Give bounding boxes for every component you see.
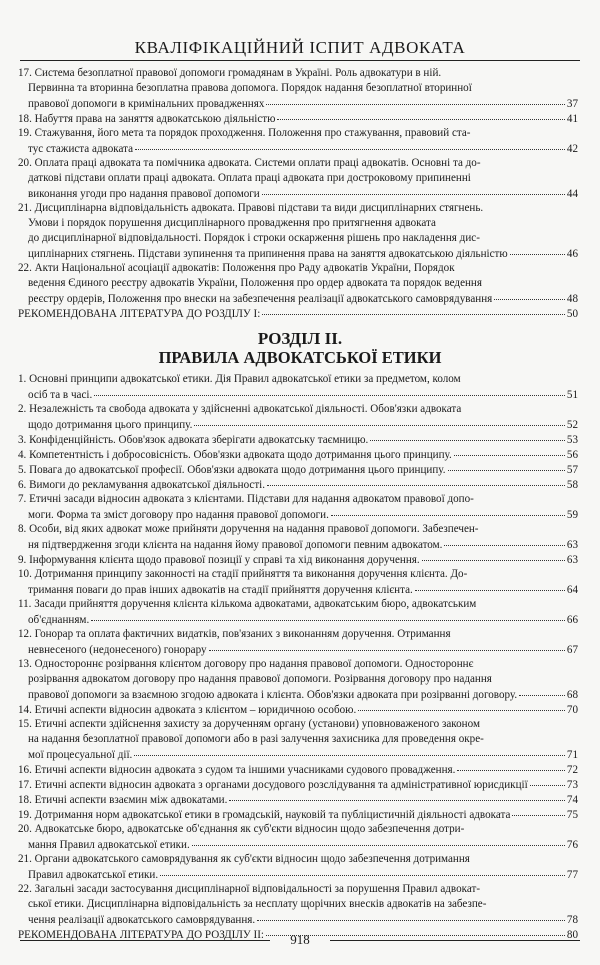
toc-entry-text: чення реалізації адвокатського самоврядування. [28,914,256,926]
toc-entry-text: 4. Компетентність і добросовісність. Обов'язки адвоката щодо дотримання цього принципу. [18,449,452,461]
toc-entry-last-line [18,687,578,702]
toc-entry-text: 18. Етичні аспекти взаємин між адвокатами. [18,794,228,806]
toc-entry [18,822,578,852]
toc-entry [18,762,578,777]
dot-leader [370,432,565,441]
toc-entry-text: РЕКОМЕНДОВАНА ЛІТЕРАТУРА ДО РОЗДІЛУ І: [18,308,261,320]
dot-leader [510,246,565,255]
toc-entry-line: на надання безоплатної правової допомоги або в разі залучення захисника для проведення окре- [28,733,484,745]
toc-entry-last-line [18,762,578,777]
toc-page-number: 52 [566,419,578,431]
toc-entry [18,201,578,261]
toc-entry-last-line [18,552,578,567]
toc-entry-line: 13. Одностороннє розірвання клієнтом договору про надання правової допомоги. Одностороннє [18,658,474,670]
toc-entry-line: 22. Загальні засади застосування дисциплінарної відповідальності за порушення Правил адвокат- [18,883,481,895]
toc-entry [18,552,578,567]
toc-entry [18,111,578,126]
dot-leader [134,747,565,756]
toc-entry-line: 11. Засади прийняття доручення клієнта кількома адвокатами, адвокатським бюро, адвокатським [18,598,477,610]
toc-entry [18,852,578,882]
toc-entry [18,702,578,717]
toc-entry-text: РЕКОМЕНДОВАНА ЛІТЕРАТУРА ДО РОЗДІЛУ ІІ: [18,929,264,941]
dot-leader [192,837,565,846]
toc-page-number: 50 [566,308,578,320]
toc-entry-line: 1. Основні принципи адвокатської етики. Дія Правил адвокатської етики за предметом, колом [18,373,461,385]
toc-entry [18,402,578,432]
toc-entry-line: розірвання адвокатом договору про надання правової допомоги. Розірвання договору про надання [28,673,492,685]
toc-entry-last-line [18,507,578,522]
toc-entry-last-line [18,447,578,462]
dot-leader [267,477,565,486]
toc-entry-line: 21. Органи адвокатського самоврядування як суб'єкти відносин щодо забезпечення дотримання [18,853,470,865]
dot-leader [194,417,565,426]
dot-leader [135,141,565,150]
toc-entry-last-line [18,417,578,432]
dot-leader [530,777,565,786]
toc-entry-text: 14. Етичні аспекти відносин адвоката з клієнтом – юридичною особою. [18,704,357,716]
running-header-title: КВАЛІФІКАЦІЙНИЙ ІСПИТ АДВОКАТА [134,38,466,57]
section-heading-number: РОЗДІЛ ІІ. [257,329,343,348]
toc-entry [18,777,578,792]
toc-entry-text: мої процесуальної дії. [28,749,133,761]
toc-section-2 [18,372,578,942]
toc-entry-last-line [18,912,578,927]
toc-page-number: 74 [566,794,578,806]
toc-entry [18,126,578,156]
toc-entry-text: тус стажиста адвоката [28,143,134,155]
toc-entry-last-line [18,867,578,882]
toc-entry-last-line [18,141,578,156]
toc-entry-text: ня підтвердження згоди клієнта на надання йому правової допомоги певним адвокатом. [28,539,443,551]
toc-entry-last-line [18,432,578,447]
toc-page-number: 68 [566,689,578,701]
toc-page-number: 53 [566,434,578,446]
toc-entry-text: тримання поваги до прав інших адвокатів на стадії прийняття доручення клієнта. [28,584,413,596]
toc-entry-line: 20. Адвокатське бюро, адвокатське об'єднання як суб'єкти відносин щодо забезпечення дотри- [18,823,465,835]
page-number: 918 [290,932,310,947]
toc-entry-line: 12. Гонорар та оплата фактичних видатків, пов'язаних з виконанням доручення. Отримання [18,628,451,640]
toc-entry-text: моги. Форма та зміст договору про надання правової допомоги. [28,509,329,521]
toc-entry-text: реєстру ордерів, Положення про внески на забезпечення реалізації адвокатського самоврядування [28,293,493,305]
toc-page-number: 80 [566,929,578,941]
toc-entry-text: виконання угоди про надання правової допомоги [28,188,260,200]
toc-page-number: 41 [566,113,578,125]
toc-entry-line: 2. Незалежність та свобода адвоката у здійсненні адвокатської діяльності. Обов'язки адвоката [18,403,462,415]
toc-entry-last-line [18,702,578,717]
toc-entry-line: 7. Етичні засади відносин адвоката з клієнтами. Підстави для надання адвокатом правової допо- [18,493,474,505]
toc-entry-text: 6. Вимоги до рекламування адвокатської діяльності. [18,479,266,491]
toc-entry-line: 19. Стажування, його мета та порядок проходження. Положення про стажування, правовий ста- [18,127,471,139]
toc-page-number: 66 [566,614,578,626]
toc-entry-last-line [18,96,578,111]
toc-page-number: 63 [566,554,578,566]
toc-entry-text: щодо дотримання цього принципу. [28,419,193,431]
dot-leader [94,387,565,396]
toc-entry-last-line [18,477,578,492]
toc-entry-line: 10. Дотримання принципу законності на стадії прийняття та виконання доручення клієнта. До- [18,568,468,580]
toc-page-number: 46 [566,248,578,260]
toc-page-number: 70 [566,704,578,716]
page-footer [20,930,580,950]
footer-rule-right [330,940,580,941]
running-header [20,0,580,66]
toc-entry-last-line [18,186,578,201]
toc-entry-last-line [18,462,578,477]
toc-entry-text: об'єднанням. [28,614,90,626]
toc-page-number: 76 [566,839,578,851]
toc-entry [18,717,578,762]
toc-entry-line: 17. Система безоплатної правової допомоги громадянам в Україні. Роль адвокатури в ній. [18,67,442,79]
toc-entry [18,627,578,657]
toc-page-number: 48 [566,293,578,305]
toc-entry-text: 19. Дотримання норм адвокатської етики в громадській, науковій та публіцистичній діяльності адвоката [18,809,511,821]
toc-entry-line: 22. Акти Національної асоціації адвокатів: Положення про Раду адвокатів України, Порядок [18,262,455,274]
toc-entry-text: циплінарних стягнень. Підстави зупинення та припинення права на заняття адвокатською діяльністю [28,248,508,260]
toc-entry-line: 8. Особи, від яких адвокат може прийняти доручення на надання правової допомоги. Забезпечен- [18,523,479,535]
toc-page-number: 58 [566,479,578,491]
dot-leader [457,762,565,771]
toc-entry-last-line [18,747,578,762]
dot-leader [209,642,565,651]
toc-entry [18,807,578,822]
toc-entry-line: ведення Єдиного реєстру адвокатів України, Положення про ордер адвоката та порядок ведення [28,277,482,289]
toc-entry-last-line [18,246,578,261]
toc-page-number: 78 [566,914,578,926]
dot-leader [454,447,565,456]
dot-leader [422,552,565,561]
toc-page-number: 59 [566,509,578,521]
toc-entry-last-line [18,777,578,792]
dot-leader [262,186,565,195]
toc-entry [18,597,578,627]
dot-leader [512,807,565,816]
toc-entry [18,657,578,702]
toc-entry-last-line [18,387,578,402]
dot-leader [91,612,565,621]
toc-entry-last-line [18,537,578,552]
toc-entry-last-line [18,642,578,657]
dot-leader [262,306,565,315]
toc-entry-text: Правил адвокатської етики. [28,869,159,881]
dot-leader [277,111,564,120]
toc-section-1 [18,66,578,321]
toc-entry-last-line [18,111,578,126]
toc-page-number: 44 [566,188,578,200]
toc-entry-line: даткові підстави оплати праці адвоката. Оплата праці адвоката при достроковому припиненні [28,172,471,184]
toc-entry-last-line [18,306,578,321]
dot-leader [266,96,565,105]
toc-entry-text: правової допомоги в кримінальних провадженнях [28,98,265,110]
toc-entry-line: ської етики. Дисциплінарна відповідальність за несплату щорічних внесків адвокатів на забезпе- [28,898,487,910]
toc-page-number: 42 [566,143,578,155]
toc-page-number: 57 [566,464,578,476]
toc-entry [18,477,578,492]
toc-entry-line: до дисциплінарної відповідальності. Порядок і строки оскарження рішень про накладення дис- [28,232,480,244]
toc-entry-text: 9. Інформування клієнта щодо правової позиції у справі та хід виконання доручення. [18,554,420,566]
dot-leader [229,792,565,801]
toc-entry [18,261,578,306]
toc-entry [18,492,578,522]
toc-page-number: 72 [566,764,578,776]
toc-entry-text: правової допомоги за взаємною згодою адвоката і клієнта. Обов'язки адвоката при розірванні договору. [28,689,518,701]
toc-entry-text: мання Правил адвокатської етики. [28,839,190,851]
toc-entry-line: Первинна та вторинна безоплатна правова допомога. Порядок надання безоплатної вторинної [28,82,472,94]
toc-entry-text: 18. Набуття права на заняття адвокатською діяльністю [18,113,276,125]
toc-entry [18,567,578,597]
section-heading-title: ПРАВИЛА АДВОКАТСЬКОЇ ЕТИКИ [158,348,442,367]
dot-leader [358,702,565,711]
toc-entry-line: 20. Оплата праці адвоката та помічника адвоката. Системи оплати праці адвокатів. Основні та до- [18,157,481,169]
dot-leader [444,537,564,546]
toc-entry [18,462,578,477]
toc-entry [18,792,578,807]
toc-entry-last-line [18,582,578,597]
toc-entry-text: невнесеного (недонесеного) гонорару [28,644,207,656]
toc-entry-last-line [18,792,578,807]
toc-entry-text: 5. Повага до адвокатської професії. Обов'язки адвоката щодо дотримання цього принципу. [18,464,446,476]
dot-leader [331,507,565,516]
toc-entry [18,882,578,927]
dot-leader [494,291,565,300]
toc-entry [18,66,578,111]
toc-page-number: 37 [566,98,578,110]
toc-entry-line: 21. Дисциплінарна відповідальність адвоката. Правові підстави та види дисциплінарних стягнень. [18,202,484,214]
toc-page-number: 73 [566,779,578,791]
toc-entry [18,447,578,462]
dot-leader [160,867,565,876]
toc-entry [18,306,578,321]
toc-entry [18,522,578,552]
toc-entry [18,372,578,402]
toc-page-number: 51 [566,389,578,401]
toc-entry [18,156,578,201]
toc-page-number: 77 [566,869,578,881]
toc-entry-text: 17. Етичні аспекти відносин адвоката з органами досудового розслідування та адміністративної юрисдикції [18,779,528,791]
toc-entry [18,432,578,447]
toc-entry-line: 15. Етичні аспекти здійснення захисту за дорученням органу (установи) уповноваженого законом [18,718,480,730]
toc-entry-text: 3. Конфіденційність. Обов'язок адвоката зберігати адвокатську таємницю. [18,434,369,446]
toc-entry-text: 16. Етичні аспекти відносин адвоката з судом та іншими учасниками судового провадження. [18,764,456,776]
header-rule [20,60,580,61]
dot-leader [448,462,565,471]
toc-entry-last-line [18,291,578,306]
toc-entry-last-line [18,837,578,852]
dot-leader [519,687,565,696]
toc-page-number: 75 [566,809,578,821]
toc-entry-text: осіб та в часі. [28,389,93,401]
toc-page-number: 67 [566,644,578,656]
dot-leader [415,582,565,591]
toc-entry-line: Умови і порядок порушення дисциплінарного провадження про притягнення адвоката [28,217,436,229]
toc-entry-last-line [18,807,578,822]
toc-entry-last-line [18,612,578,627]
toc-page-number: 64 [566,584,578,596]
toc-page-number: 71 [566,749,578,761]
toc-page-number: 63 [566,539,578,551]
dot-leader [257,912,565,921]
toc-page-number: 56 [566,449,578,461]
